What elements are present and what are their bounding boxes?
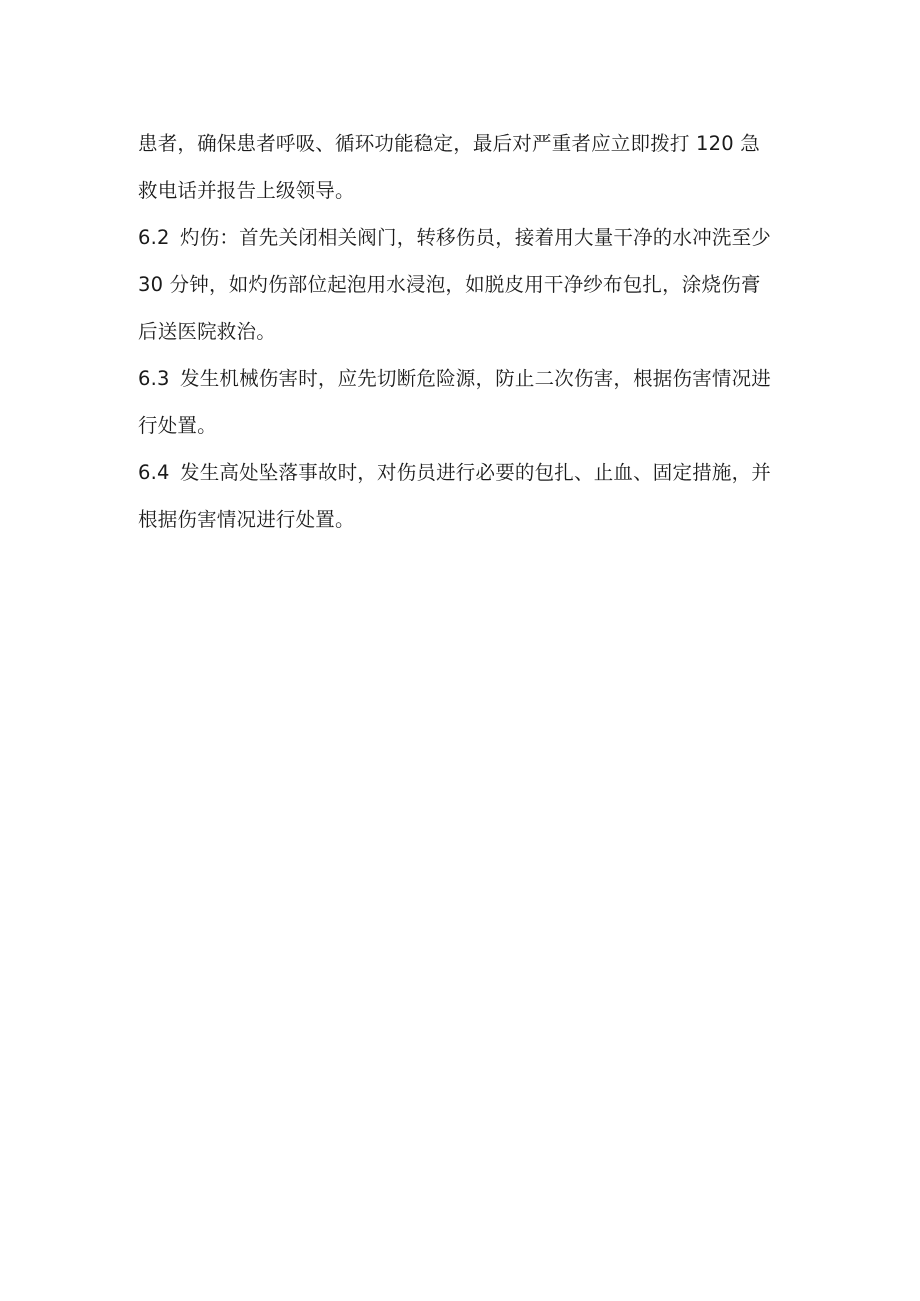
paragraph-continuation — [138, 120, 788, 214]
document-body — [138, 120, 788, 543]
paragraph-6-2 — [138, 214, 788, 355]
text-line — [138, 355, 788, 402]
text-content: 灼伤：首先关闭相关阀门，转移伤员，接着用大量干净的水冲洗至少 — [180, 226, 772, 249]
paragraph-6-4 — [138, 449, 788, 543]
text-content: 发生机械伤害时，应先切断危险源，防止二次伤害，根据伤害情况进 — [180, 367, 772, 390]
section-number: 6.4 — [138, 461, 170, 484]
text-line — [138, 214, 788, 261]
text-line: 根据伤害情况进行处置。 — [138, 508, 355, 531]
section-number: 6.2 — [138, 226, 170, 249]
text-line — [138, 449, 788, 496]
text-line: 行处置。 — [138, 414, 217, 437]
text-line: 30 分钟，如灼伤部位起泡用水浸泡，如脱皮用干净纱布包扎，涂烧伤膏 — [138, 273, 761, 296]
text-line: 患者，确保患者呼吸、循环功能稳定，最后对严重者应立即拨打 120 急 — [138, 132, 760, 155]
section-number: 6.3 — [138, 367, 170, 390]
text-line: 后送医院救治。 — [138, 320, 276, 343]
text-line: 救电话并报告上级领导。 — [138, 179, 355, 202]
paragraph-6-3 — [138, 355, 788, 449]
text-content: 发生高处坠落事故时，对伤员进行必要的包扎、止血、固定措施，并 — [180, 461, 772, 484]
